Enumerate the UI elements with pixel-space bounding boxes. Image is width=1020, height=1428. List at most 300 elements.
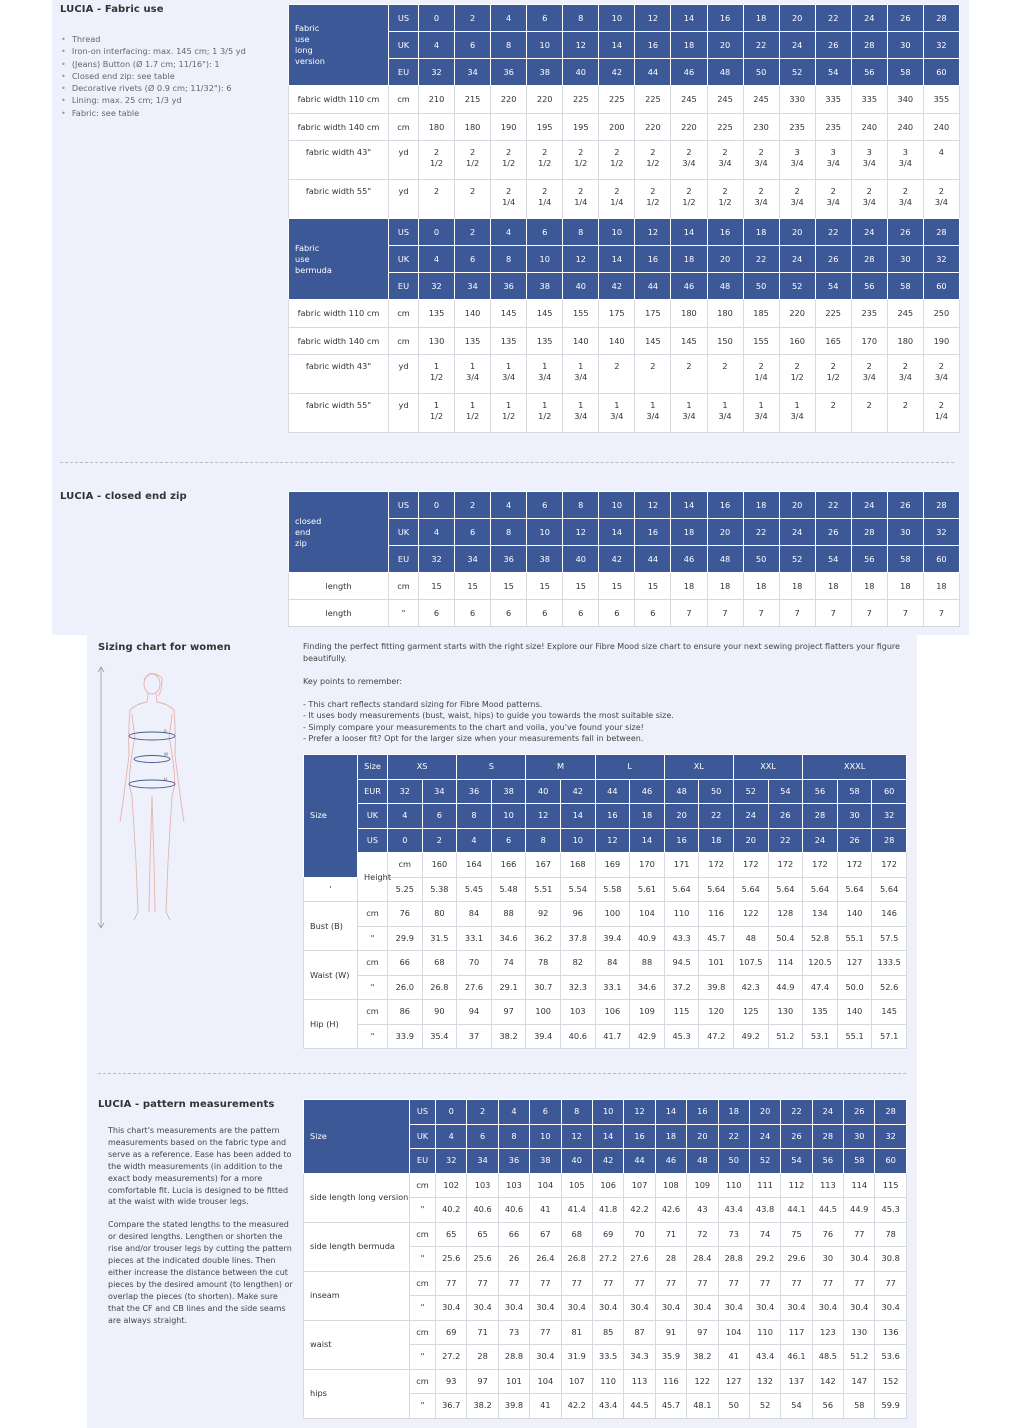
row-group-label: Fabric use long version <box>289 5 389 86</box>
value-cell: 45.7 <box>699 926 734 951</box>
value-cell: 100 <box>526 1000 561 1025</box>
unit-cell: cm <box>389 86 419 114</box>
value-cell: 6 <box>419 600 455 627</box>
unit-cell: yd <box>389 141 419 180</box>
value-cell: 110 <box>749 1320 780 1345</box>
value-cell: 77 <box>592 1271 623 1296</box>
table-row <box>289 355 960 394</box>
size-cell: 8 <box>498 1124 529 1149</box>
size-cell: 46 <box>671 59 707 86</box>
value-cell: 30.4 <box>844 1296 875 1321</box>
size-cell: 20 <box>664 804 699 829</box>
size-cell: 58 <box>887 273 923 300</box>
value-cell: 190 <box>491 114 527 141</box>
intro-line <box>303 664 913 676</box>
value-cell: 145 <box>491 300 527 328</box>
value-cell: 250 <box>923 300 959 328</box>
size-cell: 22 <box>815 5 851 32</box>
pattern-title: LUCIA - pattern measurements <box>98 1099 275 1110</box>
value-cell: 3 3/4 <box>779 141 815 180</box>
value-cell: 77 <box>530 1320 561 1345</box>
unit-cell: " <box>389 600 419 627</box>
value-cell: 42.6 <box>655 1198 686 1223</box>
value-cell: 29.1 <box>491 975 526 1000</box>
size-system-label: EU <box>389 59 419 86</box>
size-cell: 18 <box>655 1124 686 1149</box>
measurement-label: Height <box>358 853 388 902</box>
value-cell: 130 <box>419 328 455 355</box>
unit-cell: cm <box>389 573 419 600</box>
value-cell: 44.5 <box>624 1394 655 1419</box>
value-cell: 133.5 <box>872 951 907 976</box>
value-cell: 1 3/4 <box>491 355 527 394</box>
size-cell: 14 <box>630 828 665 853</box>
value-cell: 2 1/2 <box>815 355 851 394</box>
value-cell: 135 <box>491 328 527 355</box>
value-cell: 106 <box>592 1173 623 1198</box>
value-cell: 132 <box>749 1369 780 1394</box>
value-cell: 5.61 <box>630 877 665 902</box>
size-cell: 36 <box>498 1149 529 1174</box>
value-cell: 53.6 <box>875 1345 906 1370</box>
letter-size-cell: S <box>457 755 526 780</box>
value-cell: 42.3 <box>733 975 768 1000</box>
value-cell: 18 <box>923 573 959 600</box>
size-system-label: Size <box>358 755 388 780</box>
size-cell: 4 <box>388 804 423 829</box>
bust-mark: B <box>164 729 167 734</box>
value-cell: 30.4 <box>592 1296 623 1321</box>
value-cell: 86 <box>388 1000 423 1025</box>
value-cell: 7 <box>815 600 851 627</box>
value-cell: 104 <box>530 1369 561 1394</box>
value-cell: 235 <box>815 114 851 141</box>
value-cell: 245 <box>743 86 779 114</box>
size-cell: 28 <box>923 219 959 246</box>
size-cell: 2 <box>422 828 457 853</box>
header-row <box>289 5 960 32</box>
value-cell: 128 <box>768 902 803 927</box>
value-cell: 195 <box>527 114 563 141</box>
size-cell: 34 <box>467 1149 498 1174</box>
sizing-intro <box>303 641 913 745</box>
unit-cell: cm <box>389 300 419 328</box>
size-cell: 50 <box>699 779 734 804</box>
measurement-label: side length bermuda <box>304 1222 410 1271</box>
size-cell: 20 <box>749 1100 780 1125</box>
value-cell: 30.4 <box>530 1296 561 1321</box>
size-system-label: US <box>358 828 388 853</box>
value-cell: 30.4 <box>436 1296 467 1321</box>
value-cell: 172 <box>872 853 907 878</box>
bust-line <box>129 732 175 740</box>
header-row <box>289 273 960 300</box>
value-cell: 6 <box>599 600 635 627</box>
table-row <box>289 600 960 627</box>
value-cell: 2 1/4 <box>491 180 527 219</box>
size-cell: 34 <box>455 59 491 86</box>
value-cell: 30.4 <box>655 1296 686 1321</box>
value-cell: 140 <box>837 1000 872 1025</box>
size-system-label: US <box>389 219 419 246</box>
value-cell: 215 <box>455 86 491 114</box>
size-cell: 6 <box>455 246 491 273</box>
value-cell: 147 <box>844 1369 875 1394</box>
value-cell: 38.2 <box>491 1024 526 1049</box>
value-cell: 76 <box>812 1222 843 1247</box>
body-measurement-figure <box>92 662 202 934</box>
size-cell: 58 <box>837 779 872 804</box>
value-cell: 3 3/4 <box>815 141 851 180</box>
size-cell: 18 <box>671 32 707 59</box>
value-cell: 190 <box>923 328 959 355</box>
value-cell: 114 <box>844 1173 875 1198</box>
size-cell: 44 <box>635 546 671 573</box>
size-cell: 24 <box>812 1100 843 1125</box>
value-cell: 150 <box>707 328 743 355</box>
size-cell: 0 <box>419 492 455 519</box>
fabric-item: • Thread <box>61 33 281 45</box>
value-cell: 245 <box>671 86 707 114</box>
value-cell: 2 1/2 <box>635 180 671 219</box>
size-cell: 2 <box>455 492 491 519</box>
size-cell: 32 <box>419 59 455 86</box>
value-cell: 80 <box>422 902 457 927</box>
value-cell: 140 <box>455 300 491 328</box>
size-cell: 10 <box>527 32 563 59</box>
value-cell: 28.8 <box>498 1345 529 1370</box>
letter-size-cell: XL <box>664 755 733 780</box>
value-cell: 114 <box>768 951 803 976</box>
unit-cell: cm <box>358 902 388 927</box>
value-cell: 1 3/4 <box>635 394 671 433</box>
unit-cell: cm <box>410 1173 436 1198</box>
size-cell: 44 <box>624 1149 655 1174</box>
value-cell: 134 <box>803 902 838 927</box>
size-cell: 16 <box>624 1124 655 1149</box>
unit-cell: cm <box>410 1320 436 1345</box>
size-cell: 12 <box>635 219 671 246</box>
value-cell: 2 1/2 <box>635 141 671 180</box>
size-cell: 56 <box>812 1149 843 1174</box>
pattern-notes <box>108 1125 294 1338</box>
size-cell: 22 <box>718 1124 749 1149</box>
size-cell: 54 <box>781 1149 812 1174</box>
value-cell: 170 <box>851 328 887 355</box>
value-cell: 220 <box>527 86 563 114</box>
size-cell: 2 <box>467 1100 498 1125</box>
value-cell: 30.4 <box>718 1296 749 1321</box>
size-cell: 10 <box>560 828 595 853</box>
size-cell: 26 <box>768 804 803 829</box>
value-cell: 93 <box>436 1369 467 1394</box>
value-cell: 106 <box>595 1000 630 1025</box>
value-cell: 57.5 <box>872 926 907 951</box>
table-row <box>304 1222 907 1247</box>
size-cell: 28 <box>812 1124 843 1149</box>
value-cell: 145 <box>635 328 671 355</box>
size-cell: 44 <box>635 273 671 300</box>
size-cell: 32 <box>436 1149 467 1174</box>
value-cell: 69 <box>592 1222 623 1247</box>
value-cell: 175 <box>599 300 635 328</box>
unit-cell: " <box>410 1198 436 1223</box>
size-cell: 60 <box>923 273 959 300</box>
value-cell: 30.4 <box>812 1296 843 1321</box>
value-cell: 2 3/4 <box>887 355 923 394</box>
value-cell: 43.4 <box>718 1198 749 1223</box>
value-cell: 220 <box>779 300 815 328</box>
value-cell: 137 <box>781 1369 812 1394</box>
value-cell: 77 <box>498 1271 529 1296</box>
size-system-label: EU <box>389 273 419 300</box>
size-cell: 8 <box>457 804 492 829</box>
value-cell: 125 <box>733 1000 768 1025</box>
value-cell: 140 <box>563 328 599 355</box>
measurement-lines <box>129 732 175 788</box>
size-cell: 28 <box>851 32 887 59</box>
value-cell: 77 <box>718 1271 749 1296</box>
value-cell: 40.6 <box>498 1198 529 1223</box>
note-paragraph: Compare the stated lengths to the measured or desired lengths. Lengthen or shorten the rise and/or trouser legs by cutting the pattern pieces at the indicated double lines. Then either increase the distance between the cut pieces by the desired amount (to lengthen) or overlap the pieces (to shorten). Make sure that the CF and CB lines and the side seams are always straight. <box>108 1220 293 1325</box>
value-cell: 58 <box>844 1394 875 1419</box>
value-cell: 5.64 <box>699 877 734 902</box>
letter-size-cell: XS <box>388 755 457 780</box>
header-row <box>304 755 907 780</box>
value-cell: 168 <box>560 853 595 878</box>
size-system-label: UK <box>389 246 419 273</box>
value-cell: 31.5 <box>422 926 457 951</box>
size-cell: 22 <box>815 492 851 519</box>
size-cell: 2 <box>455 219 491 246</box>
value-cell: 155 <box>563 300 599 328</box>
value-cell: 164 <box>457 853 492 878</box>
letter-size-cell: XXXL <box>803 755 907 780</box>
size-cell: 52 <box>733 779 768 804</box>
size-cell: 12 <box>526 804 561 829</box>
size-cell: 10 <box>527 519 563 546</box>
value-cell: 2 3/4 <box>779 180 815 219</box>
value-cell: 5.45 <box>457 877 492 902</box>
value-cell: 57.1 <box>872 1024 907 1049</box>
table-row <box>304 877 907 902</box>
unit-cell: cm <box>389 328 419 355</box>
size-cell: 22 <box>768 828 803 853</box>
size-cell: 56 <box>851 59 887 86</box>
size-cell: 48 <box>687 1149 718 1174</box>
size-cell: 14 <box>599 246 635 273</box>
size-cell: 38 <box>491 779 526 804</box>
value-cell: 34.6 <box>491 926 526 951</box>
value-cell: 18 <box>707 573 743 600</box>
size-cell: 16 <box>707 5 743 32</box>
value-cell: 92 <box>526 902 561 927</box>
value-cell: 40.9 <box>630 926 665 951</box>
value-cell: 2 1/2 <box>527 141 563 180</box>
value-cell: 6 <box>527 600 563 627</box>
fabric-item: • Fabric: see table <box>61 107 281 119</box>
value-cell: 235 <box>779 114 815 141</box>
size-cell: 26 <box>781 1124 812 1149</box>
value-cell: 7 <box>743 600 779 627</box>
value-cell: 77 <box>812 1271 843 1296</box>
value-cell: 43.4 <box>592 1394 623 1419</box>
value-cell: 30.8 <box>875 1247 906 1272</box>
fabric-item: • Lining: max. 25 cm; 1/3 yd <box>61 94 281 106</box>
size-cell: 34 <box>422 779 457 804</box>
row-label: length <box>289 573 389 600</box>
value-cell: 33.1 <box>457 926 492 951</box>
value-cell: 44.9 <box>844 1198 875 1223</box>
size-cell: 42 <box>592 1149 623 1174</box>
size-cell: 36 <box>491 273 527 300</box>
size-cell: 42 <box>599 273 635 300</box>
value-cell: 65 <box>467 1222 498 1247</box>
value-cell: 37.8 <box>560 926 595 951</box>
value-cell: 169 <box>595 853 630 878</box>
size-cell: 38 <box>527 59 563 86</box>
header-row <box>289 546 960 573</box>
value-cell: 30.4 <box>467 1296 498 1321</box>
size-cell: 24 <box>851 5 887 32</box>
header-row <box>304 828 907 853</box>
value-cell: 103 <box>467 1173 498 1198</box>
unit-cell: ' <box>304 877 358 902</box>
value-cell: 77 <box>530 1271 561 1296</box>
value-cell: 77 <box>844 1222 875 1247</box>
value-cell: 5.38 <box>422 877 457 902</box>
size-cell: 6 <box>455 32 491 59</box>
section-divider <box>98 1073 906 1074</box>
size-cell: 12 <box>563 32 599 59</box>
size-cell: 58 <box>887 546 923 573</box>
value-cell: 37.2 <box>664 975 699 1000</box>
value-cell: 35.9 <box>655 1345 686 1370</box>
value-cell: 88 <box>491 902 526 927</box>
size-cell: 6 <box>455 519 491 546</box>
size-cell: 32 <box>419 273 455 300</box>
size-cell: 18 <box>671 246 707 273</box>
intro-line: - Simply compare your measurements to the chart and voila, you've found your size! <box>303 722 644 732</box>
unit-cell: " <box>410 1345 436 1370</box>
size-cell: 28 <box>875 1100 906 1125</box>
size-cell: 32 <box>923 246 959 273</box>
size-cell: 16 <box>687 1100 718 1125</box>
value-cell: 30.7 <box>526 975 561 1000</box>
value-cell: 135 <box>419 300 455 328</box>
value-cell: 122 <box>687 1369 718 1394</box>
size-cell: 12 <box>624 1100 655 1125</box>
value-cell: 15 <box>527 573 563 600</box>
table-row <box>289 180 960 219</box>
value-cell: 1 1/2 <box>527 394 563 433</box>
size-cell: 16 <box>635 519 671 546</box>
value-cell: 220 <box>671 114 707 141</box>
size-system-label: EU <box>410 1149 436 1174</box>
size-cell: 30 <box>887 519 923 546</box>
value-cell: 75 <box>781 1222 812 1247</box>
value-cell: 110 <box>718 1173 749 1198</box>
value-cell: 330 <box>779 86 815 114</box>
size-cell: 0 <box>436 1100 467 1125</box>
value-cell: 2 <box>599 355 635 394</box>
size-cell: 38 <box>527 546 563 573</box>
row-label: fabric width 55" <box>289 394 389 433</box>
value-cell: 145 <box>527 300 563 328</box>
value-cell: 7 <box>779 600 815 627</box>
value-cell: 109 <box>687 1173 718 1198</box>
value-cell: 27.6 <box>624 1247 655 1272</box>
size-system-label: UK <box>389 519 419 546</box>
value-cell: 110 <box>592 1369 623 1394</box>
fabric-item: • Decorative rivets (Ø 0.9 cm; 11/32"): 6 <box>61 82 281 94</box>
size-cell: 32 <box>923 519 959 546</box>
value-cell: 3 3/4 <box>851 141 887 180</box>
size-cell: 40 <box>563 273 599 300</box>
size-cell: 40 <box>526 779 561 804</box>
value-cell: 1 3/4 <box>455 355 491 394</box>
size-cell: 60 <box>923 59 959 86</box>
size-cell: 24 <box>851 219 887 246</box>
size-cell: 50 <box>743 59 779 86</box>
value-cell: 135 <box>803 1000 838 1025</box>
size-cell: 24 <box>851 492 887 519</box>
value-cell: 38.2 <box>467 1394 498 1419</box>
value-cell: 142 <box>812 1369 843 1394</box>
value-cell: 140 <box>837 902 872 927</box>
size-cell: 4 <box>419 246 455 273</box>
size-cell: 60 <box>872 779 907 804</box>
size-cell: 58 <box>844 1149 875 1174</box>
size-cell: 10 <box>527 246 563 273</box>
row-label: length <box>289 600 389 627</box>
size-cell: 18 <box>743 5 779 32</box>
value-cell: 15 <box>491 573 527 600</box>
size-cell: 8 <box>491 519 527 546</box>
measurement-label: Bust (B) <box>304 902 358 951</box>
size-cell: 12 <box>563 246 599 273</box>
value-cell: 2 3/4 <box>923 355 959 394</box>
value-cell: 6 <box>635 600 671 627</box>
value-cell: 1 1/2 <box>491 394 527 433</box>
value-cell: 180 <box>887 328 923 355</box>
value-cell: 2 3/4 <box>887 180 923 219</box>
measurement-label: Waist (W) <box>304 951 358 1000</box>
size-header-label: Size <box>304 755 358 878</box>
value-cell: 28.4 <box>687 1247 718 1272</box>
value-cell: 28.8 <box>718 1247 749 1272</box>
value-cell: 166 <box>491 853 526 878</box>
value-cell: 91 <box>655 1320 686 1345</box>
value-cell: 155 <box>743 328 779 355</box>
value-cell: 127 <box>837 951 872 976</box>
letter-size-cell: M <box>526 755 595 780</box>
value-cell: 39.8 <box>699 975 734 1000</box>
value-cell: 2 3/4 <box>707 141 743 180</box>
value-cell: 52 <box>749 1394 780 1419</box>
size-cell: 30 <box>837 804 872 829</box>
size-cell: 36 <box>491 59 527 86</box>
row-label: fabric width 110 cm <box>289 86 389 114</box>
value-cell: 77 <box>624 1271 655 1296</box>
size-cell: 40 <box>561 1149 592 1174</box>
size-cell: 10 <box>599 5 635 32</box>
value-cell: 340 <box>887 86 923 114</box>
size-cell: 6 <box>527 492 563 519</box>
size-cell: 16 <box>707 492 743 519</box>
size-cell: 14 <box>655 1100 686 1125</box>
size-cell: 14 <box>592 1124 623 1149</box>
